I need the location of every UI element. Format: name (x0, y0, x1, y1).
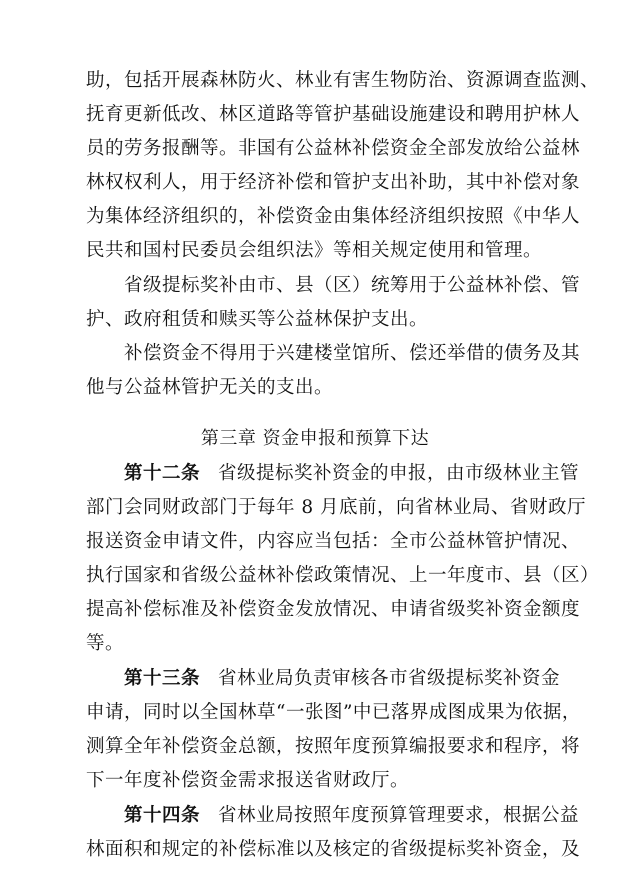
text-line: 下一年度补偿资金需求报送省财政厅。 (86, 770, 410, 791)
article-text: 省林业局负责审核各市省级提标奖补资金 (218, 668, 561, 689)
text-line: 省级提标奖补由市、县（区）统筹用于公益林补偿、管 (124, 275, 581, 296)
text-line: 补偿资金不得用于兴建楼堂馆所、偿还举借的债务及其 (124, 343, 581, 364)
text-line: 测算全年补偿资金总额，按照年度预算编报要求和程序，将 (86, 736, 581, 757)
text-line: 林面积和规定的补偿标准以及核定的省级提标奖补资金，及 (86, 839, 581, 860)
text-line: 民共和国村民委员会组织法》等相关规定使用和管理。 (86, 240, 543, 261)
text-line: 执行国家和省级公益林补偿政策情况、上一年度市、县（区） (86, 565, 600, 586)
text-line: 为集体经济组织的，补偿资金由集体经济组织按照《中华人 (86, 206, 581, 227)
text-line: 抚育更新低改、林区道路等管护基础设施建设和聘用护林人 (86, 104, 581, 125)
article-number: 第十三条 (124, 668, 201, 689)
text-line: 林权权利人，用于经济补偿和管护支出补助，其中补偿对象 (86, 172, 581, 193)
text-line: 部门会同财政部门于每年 8 月底前，向省林业局、省财政厅 (86, 497, 587, 518)
article-first-line (124, 457, 580, 491)
text-line: 助，包括开展森林防火、林业有害生物防治、资源调查监测、 (86, 70, 600, 91)
text-line: 护、政府租赁和赎买等公益林保护支出。 (86, 309, 429, 330)
article-first-line (124, 799, 580, 833)
text-line: 提高补偿标准及补偿资金发放情况、申请省级奖补资金额度 (86, 599, 581, 620)
article-number: 第十二条 (124, 463, 201, 484)
chapter-heading: 第三章 资金申报和预算下达 (200, 428, 430, 449)
text-line: 员的劳务报酬等。非国有公益林补偿资金全部发放给公益林 (86, 138, 581, 159)
article-text: 省林业局按照年度预算管理要求，根据公益 (218, 805, 580, 826)
article-text: 省级提标奖补资金的申报，由市级林业主管 (218, 463, 580, 484)
text-line: 他与公益林管护无关的支出。 (86, 377, 334, 398)
article-number: 第十四条 (124, 805, 201, 826)
text-line: 等。 (86, 633, 125, 654)
article-first-line (124, 662, 561, 696)
text-line: 报送资金申请文件，内容应当包括：全市公益林管护情况、 (86, 531, 581, 552)
text-line: 申请，同时以全国林草“一张图”中已落界成图成果为依据， (86, 702, 581, 723)
